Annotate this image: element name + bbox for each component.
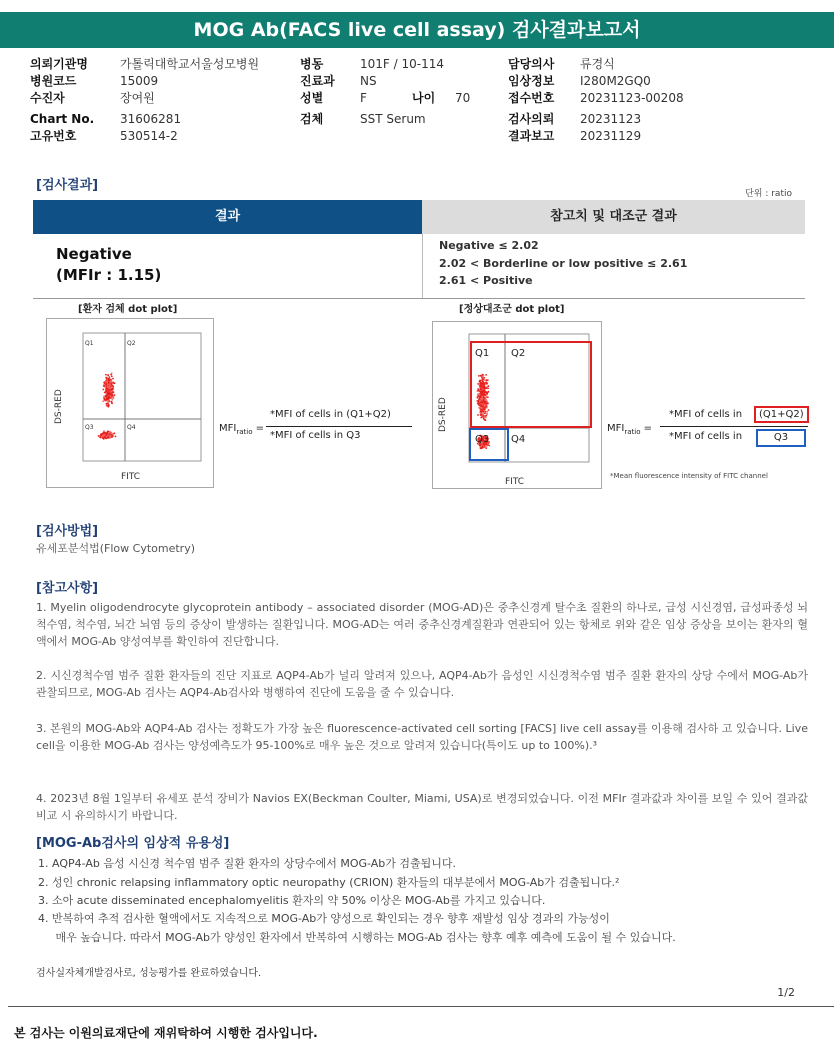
- info-label: 임상정보: [508, 74, 555, 88]
- patient-mfi-prefix: MFI: [219, 423, 237, 434]
- control-dot: [482, 411, 484, 413]
- patient-dot: [111, 380, 113, 382]
- patient-dot: [105, 384, 107, 386]
- result-value: [56, 244, 161, 286]
- control-dot: [478, 393, 480, 395]
- control-q4-label: Q4: [511, 434, 526, 445]
- control-dot: [482, 415, 484, 417]
- control-q1-label: Q1: [475, 348, 490, 359]
- control-dot: [482, 402, 484, 404]
- info-value: 가톨릭대학교서울성모병원: [120, 57, 260, 71]
- control-dot: [477, 400, 479, 402]
- control-dot: [485, 415, 487, 417]
- patient-dot: [100, 434, 102, 436]
- info-label: 담당의사: [508, 57, 555, 71]
- ref-negative: Negative ≤ 2.02: [439, 239, 539, 252]
- control-mfi-label: $MFI_{ratio}$ =: [607, 423, 653, 436]
- patient-y-label: DS-RED: [54, 389, 64, 424]
- info-value: 15009: [120, 74, 159, 88]
- result-divider: [33, 298, 805, 299]
- patient-dot: [109, 386, 111, 388]
- result-column-header: 결과: [33, 200, 422, 234]
- control-dot: [487, 385, 489, 387]
- patient-dot: [114, 432, 116, 434]
- patient-mfi-denominator: *MFI of cells in Q3: [270, 430, 361, 441]
- control-dot: [482, 399, 484, 401]
- info-label: 결과보고: [508, 129, 555, 143]
- control-dot: [487, 396, 489, 398]
- patient-dot: [111, 373, 113, 375]
- info-value: 20231129: [580, 129, 642, 143]
- patient-dot: [110, 395, 112, 397]
- note-item-2: 2. 시신경척수염 범주 질환 환자들의 진단 지표로 AQP4-Ab가 널리 알려져 있으나, AQP4-Ab가 음성인 시신경척수염 범주 질환 환자의 상당 수에서 MOG-Ab가 관찰되므로, MOG-Ab 검사는 AQP4-Ab검사와 병행하여 진단에 도움을 줄 수 있습니다.: [36, 669, 808, 699]
- mfi-footnote: *Mean fluorescence intensity of FITC channel: [610, 472, 768, 480]
- info-value: 장여원: [120, 91, 155, 105]
- control-dot: [479, 400, 481, 402]
- info-col3: [508, 57, 808, 146]
- patient-dot: [111, 389, 113, 391]
- clinical-item-3: 3. 소아 acute disseminated encephalomyelitis 환자의 약 50% 이상은 MOG-Ab를 가지고 있습니다.: [38, 894, 546, 907]
- control-dot: [488, 409, 490, 411]
- clinical-item-4-cont: 매우 높습니다. 따라서 MOG-Ab가 양성인 환자에서 반복하여 시행하는 MOG-Ab 검사는 향후 예후 예측에 도움이 될 수 있습니다.: [38, 931, 676, 944]
- patient-mfi-sub: ratio: [236, 428, 253, 436]
- control-dot: [481, 393, 483, 395]
- control-dot: [484, 398, 486, 400]
- patient-dot: [113, 391, 115, 393]
- patient-dot: [111, 402, 113, 404]
- control-dot: [486, 392, 488, 394]
- patient-q3-label: Q3: [85, 424, 94, 431]
- unit-label: 단위 : ratio: [745, 189, 792, 199]
- control-dot: [478, 375, 480, 377]
- patient-dot: [110, 432, 112, 434]
- control-dot: [477, 414, 479, 416]
- footer-divider: [8, 1006, 834, 1007]
- patient-dot: [111, 399, 113, 401]
- patient-dot: [103, 395, 105, 397]
- patient-q1-label: Q1: [85, 340, 94, 347]
- patient-mfi-numerator: *MFI of cells in (Q1+Q2): [270, 409, 391, 420]
- info-label: 병동: [300, 57, 324, 71]
- control-dot: [480, 398, 482, 400]
- info-value: 101F / 10-114: [360, 57, 444, 71]
- patient-dot: [115, 436, 117, 438]
- consignment-note: 본 검사는 이원의료재단에 재위탁하여 시행한 검사입니다.: [14, 1026, 318, 1040]
- patient-dot: [109, 376, 111, 378]
- patient-dot: [113, 382, 115, 384]
- patient-dot: [108, 392, 110, 394]
- patient-plot-title: [환자 검체 dot plot]: [78, 304, 178, 315]
- patient-q4-label: Q4: [127, 424, 136, 431]
- control-dot: [482, 381, 484, 383]
- control-dot: [485, 374, 487, 376]
- clinical-item-1: 1. AQP4-Ab 음성 시신경 척수염 범주 질환 환자의 상당수에서 MOG-Ab가 검출됩니다.: [38, 857, 456, 870]
- patient-dot: [108, 397, 110, 399]
- control-y-label: DS-RED: [438, 397, 448, 432]
- control-dot: [485, 405, 487, 407]
- report-title: MOG Ab(FACS live cell assay) 검사결과보고서: [0, 12, 834, 48]
- result-heading: [검사결과]: [36, 178, 99, 193]
- control-dot: [480, 405, 482, 407]
- patient-dot: [109, 389, 111, 391]
- control-dot: [483, 391, 485, 393]
- info-label: Chart No.: [30, 112, 95, 126]
- patient-plot-frame: [83, 333, 201, 461]
- patient-dot: [107, 375, 109, 377]
- control-dot: [481, 446, 483, 448]
- clinical-item-4: 4. 반복하여 추적 검사한 혈액에서도 지속적으로 MOG-Ab가 양성으로 확인되는 경우 향후 재발성 임상 경과의 가능성이: [38, 912, 610, 925]
- note-item-3: 3. 본원의 MOG-Ab와 AQP4-Ab 검사는 정확도가 가장 높은 fluorescence-activated cell sorting [FACS] live cell assay를 이용해 검사하 고 있습니다. Live cell을 이용한 MOG-Ab 검사는 양성예측도가 95-100%로 매우 높은 것으로 알려져 있습니다(특이도 up to 100%).³: [36, 722, 808, 752]
- control-dot: [486, 379, 488, 381]
- patient-dot: [108, 433, 110, 435]
- patient-dot: [111, 375, 113, 377]
- patient-dot: [112, 394, 114, 396]
- note-item-4: 4. 2023년 8월 1일부터 유세포 분석 장비가 Navios EX(Beckman Coulter, Miami, USA)로 변경되었습니다. 이전 MFIr 결과값과 차이를 보일 수 있어 결과값 비교 시 유의하시기 바랍니다.: [36, 792, 808, 822]
- patient-dot: [98, 435, 100, 437]
- control-dot: [477, 389, 479, 391]
- control-dot: [485, 397, 487, 399]
- control-dot: [477, 402, 479, 404]
- result-status: Negative: [56, 245, 132, 263]
- control-dot: [483, 384, 485, 386]
- control-dot: [480, 408, 482, 410]
- info-value: SST Serum: [360, 112, 426, 126]
- info-label: 검체: [300, 112, 324, 126]
- patient-dot: [106, 397, 108, 399]
- info-col2: [300, 57, 500, 129]
- control-plot-title: [정상대조군 dot plot]: [459, 304, 565, 315]
- control-dot: [485, 401, 487, 403]
- info-value: I280M2GQ0: [580, 74, 651, 88]
- control-dot: [480, 414, 482, 416]
- patient-dot: [107, 386, 109, 388]
- control-dot: [483, 393, 485, 395]
- control-dot-plot-svg: [433, 322, 601, 488]
- patient-dot: [108, 379, 110, 381]
- control-dot: [480, 395, 482, 397]
- control-dot: [482, 378, 484, 380]
- patient-dot: [104, 433, 106, 435]
- patient-dot: [102, 400, 104, 402]
- clinical-heading: [MOG-Ab검사의 임상적 유용성]: [36, 836, 230, 851]
- patient-dot: [105, 374, 107, 376]
- control-mfi-numerator-text: *MFI of cells in: [669, 409, 743, 420]
- page-number: 1/2: [777, 986, 795, 999]
- patient-dot: [112, 378, 114, 380]
- patient-dot: [102, 438, 104, 440]
- patient-dot: [107, 394, 109, 396]
- result-mfir: (MFIr : 1.15): [56, 266, 162, 284]
- control-dot: [480, 375, 482, 377]
- patient-dot: [114, 394, 116, 396]
- control-dot: [485, 447, 487, 449]
- age-value: 70: [455, 91, 471, 105]
- info-value: NS: [360, 74, 377, 88]
- control-dot-plot: [432, 321, 602, 489]
- patient-dot: [109, 400, 111, 402]
- control-dot: [477, 397, 479, 399]
- control-mfi-sub: ratio: [624, 428, 641, 436]
- patient-dot: [101, 433, 103, 435]
- patient-fraction-line: [266, 426, 412, 427]
- control-dot: [478, 384, 480, 386]
- patient-dot: [105, 392, 107, 394]
- notes-heading: [참고사항]: [36, 581, 99, 596]
- age-label: 나이: [412, 91, 436, 105]
- control-dot: [487, 402, 489, 404]
- patient-dot: [103, 435, 105, 437]
- patient-dot: [106, 436, 108, 438]
- patient-dot: [107, 402, 109, 404]
- patient-dot: [106, 388, 108, 390]
- patient-dot-plot-svg: [47, 319, 213, 487]
- control-dot: [482, 376, 484, 378]
- control-mfi-denominator-box: Q3: [756, 429, 806, 447]
- result-divider-vertical: [422, 234, 423, 298]
- control-dot: [479, 397, 481, 399]
- patient-dot: [106, 380, 108, 382]
- control-mfi-prefix: MFI: [607, 423, 625, 434]
- control-dot: [486, 407, 488, 409]
- patient-dot: [103, 397, 105, 399]
- control-dot: [480, 383, 482, 385]
- info-value: 31606281: [120, 112, 182, 126]
- control-dot: [482, 392, 484, 394]
- patient-dot-plot: [46, 318, 214, 488]
- control-dot: [486, 411, 488, 413]
- patient-q2-label: Q2: [127, 340, 136, 347]
- reference-column-header: 참고치 및 대조군 결과: [422, 200, 805, 234]
- control-fraction-line: [660, 426, 808, 427]
- info-label: 접수번호: [508, 91, 555, 105]
- control-dot: [485, 402, 487, 404]
- patient-mfi-label: $MFI_{ratio}$ =: [219, 423, 265, 436]
- info-col1: [30, 57, 290, 146]
- method-text: 유세포분석법(Flow Cytometry): [36, 542, 196, 555]
- control-x-label: FITC: [505, 477, 525, 487]
- patient-dot-cluster: [98, 373, 117, 440]
- patient-dot: [108, 405, 110, 407]
- patient-dot: [108, 382, 110, 384]
- control-dot: [483, 418, 485, 420]
- control-dot: [482, 389, 484, 391]
- info-label: 병원코드: [30, 74, 77, 88]
- control-dot: [486, 413, 488, 415]
- control-dot: [483, 377, 485, 379]
- patient-dot: [111, 383, 113, 385]
- patient-dot: [112, 385, 114, 387]
- control-dot: [484, 404, 486, 406]
- control-dot: [483, 386, 485, 388]
- info-label: 의뢰기관명: [30, 57, 88, 71]
- control-q2-label: Q2: [511, 348, 526, 359]
- control-dot: [485, 382, 487, 384]
- info-label: 수진자: [30, 91, 65, 105]
- control-dot: [487, 388, 489, 390]
- ref-positive: 2.61 < Positive: [439, 274, 533, 287]
- info-value: 류경식: [580, 57, 615, 71]
- control-q3-label: Q3: [475, 434, 490, 445]
- control-dot: [485, 446, 487, 448]
- patient-dot: [105, 381, 107, 383]
- patient-x-label: FITC: [121, 472, 141, 482]
- control-dot: [479, 381, 481, 383]
- control-dot: [478, 407, 480, 409]
- ref-borderline: 2.02 < Borderline or low positive ≤ 2.61: [439, 257, 688, 270]
- patient-dot: [113, 397, 115, 399]
- clinical-item-2: 2. 성인 chronic relapsing inflammatory optic neuropathy (CRION) 환자들의 대부분에서 MOG-Ab가 검출됩니다.²: [38, 876, 620, 889]
- control-dot: [482, 406, 484, 408]
- control-dot: [484, 407, 486, 409]
- control-dot: [481, 386, 483, 388]
- validation-note: 검사실자체개발검사로, 성능평가를 완료하였습니다.: [36, 968, 262, 979]
- info-label: 진료과: [300, 74, 335, 88]
- info-label: 검사의뢰: [508, 112, 555, 126]
- control-dot: [480, 402, 482, 404]
- method-heading: [검사방법]: [36, 524, 99, 539]
- patient-dot: [111, 436, 113, 438]
- control-mfi-denominator-text: *MFI of cells in: [669, 431, 743, 442]
- control-dot: [478, 395, 480, 397]
- control-dot: [483, 397, 485, 399]
- patient-dot: [111, 397, 113, 399]
- info-label: 고유번호: [30, 129, 77, 143]
- patient-dot: [109, 393, 111, 395]
- info-value: 20231123: [580, 112, 642, 126]
- patient-dot: [105, 399, 107, 401]
- patient-dot: [106, 378, 108, 380]
- info-label: 성별: [300, 91, 324, 105]
- info-value: 20231123-00208: [580, 91, 684, 105]
- patient-dot: [105, 395, 107, 397]
- patient-dot: [103, 385, 105, 387]
- control-dot: [482, 398, 484, 400]
- control-mfi-numerator-box: (Q1+Q2): [754, 406, 809, 423]
- control-dot: [480, 447, 482, 449]
- patient-dot: [110, 435, 112, 437]
- info-value: 530514-2: [120, 129, 178, 143]
- info-value: F: [360, 91, 367, 105]
- control-dot: [482, 396, 484, 398]
- patient-dot: [102, 389, 104, 391]
- patient-dot: [104, 399, 106, 401]
- note-item-1: 1. Myelin oligodendrocyte glycoprotein antibody – associated disorder (MOG-AD)은 중추신경계 탈수초 질환의 하나로, 급성 시신경염, 급성파종성 뇌척수염, 척수염, 뇌간 뇌염 등의 증상이 발생하는 질환입니다. MOG-AD는 여러 중추신경계질환과 연관되어 있는 항체로 위와 같은 임상 증상을 보이는 환자의 혈액에서 MOG-Ab 양성여부를 확인하여 진단합니다.: [36, 601, 808, 648]
